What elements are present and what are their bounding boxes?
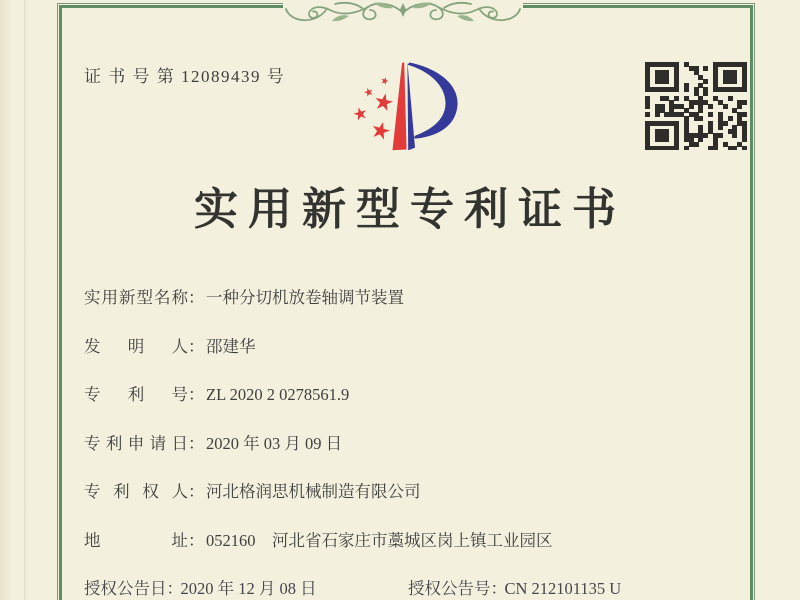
cnipa-patent-logo-icon xyxy=(345,55,465,155)
grant-number-value: CN 212101135 U xyxy=(504,579,622,598)
logo-blue-wedge xyxy=(407,62,415,150)
field-label: 实用新型名称 xyxy=(84,288,188,307)
field-colon: ： xyxy=(188,385,205,404)
field-address xyxy=(84,527,553,551)
field-patent-number xyxy=(84,381,349,405)
qr-code xyxy=(645,62,747,150)
field-inventor xyxy=(84,333,256,357)
field-colon: ： xyxy=(490,579,507,598)
logo-red-wedge xyxy=(393,62,407,150)
ornamental-flourish xyxy=(283,0,523,28)
field-label: 专利号 xyxy=(84,385,188,404)
field-value: 2020 年 03 月 09 日 xyxy=(206,434,343,453)
field-value: 052160 河北省石家庄市藁城区岗上镇工业园区 xyxy=(206,531,553,550)
certificate-title: 实用新型专利证书 xyxy=(194,185,626,234)
scan-edge-shade xyxy=(0,0,12,600)
field-utility-model-name xyxy=(84,284,404,308)
field-colon: ： xyxy=(188,531,205,550)
footer-grant-row xyxy=(84,575,622,599)
field-label: 地址 xyxy=(84,531,188,550)
field-label: 专利权人 xyxy=(84,482,188,501)
field-label: 发明人 xyxy=(84,337,188,356)
field-application-date xyxy=(84,430,342,454)
certificate-number: 证 书 号 第 12089439 号 xyxy=(84,67,286,86)
field-patentee xyxy=(84,478,421,502)
grant-date-label: 授权公告日 xyxy=(84,579,167,598)
field-colon: ： xyxy=(188,337,205,356)
field-colon: ： xyxy=(188,434,205,453)
grant-number-label: 授权公告号 xyxy=(408,579,491,598)
field-label: 专利申请日 xyxy=(84,434,188,453)
field-value: 河北格润思机械制造有限公司 xyxy=(206,482,421,501)
field-value: 邵建华 xyxy=(206,337,256,356)
logo-p-bowl xyxy=(408,63,458,139)
field-value: ZL 2020 2 0278561.9 xyxy=(206,385,350,404)
logo-stars xyxy=(352,76,394,141)
page-fold-line xyxy=(24,0,27,600)
footer-grant-number xyxy=(408,575,621,599)
grant-date-value: 2020 年 12 月 08 日 xyxy=(180,579,317,598)
field-colon: ： xyxy=(166,579,183,598)
field-value: 一种分切机放卷轴调节装置 xyxy=(206,288,404,307)
field-colon: ： xyxy=(188,482,205,501)
field-colon: ： xyxy=(188,288,205,307)
